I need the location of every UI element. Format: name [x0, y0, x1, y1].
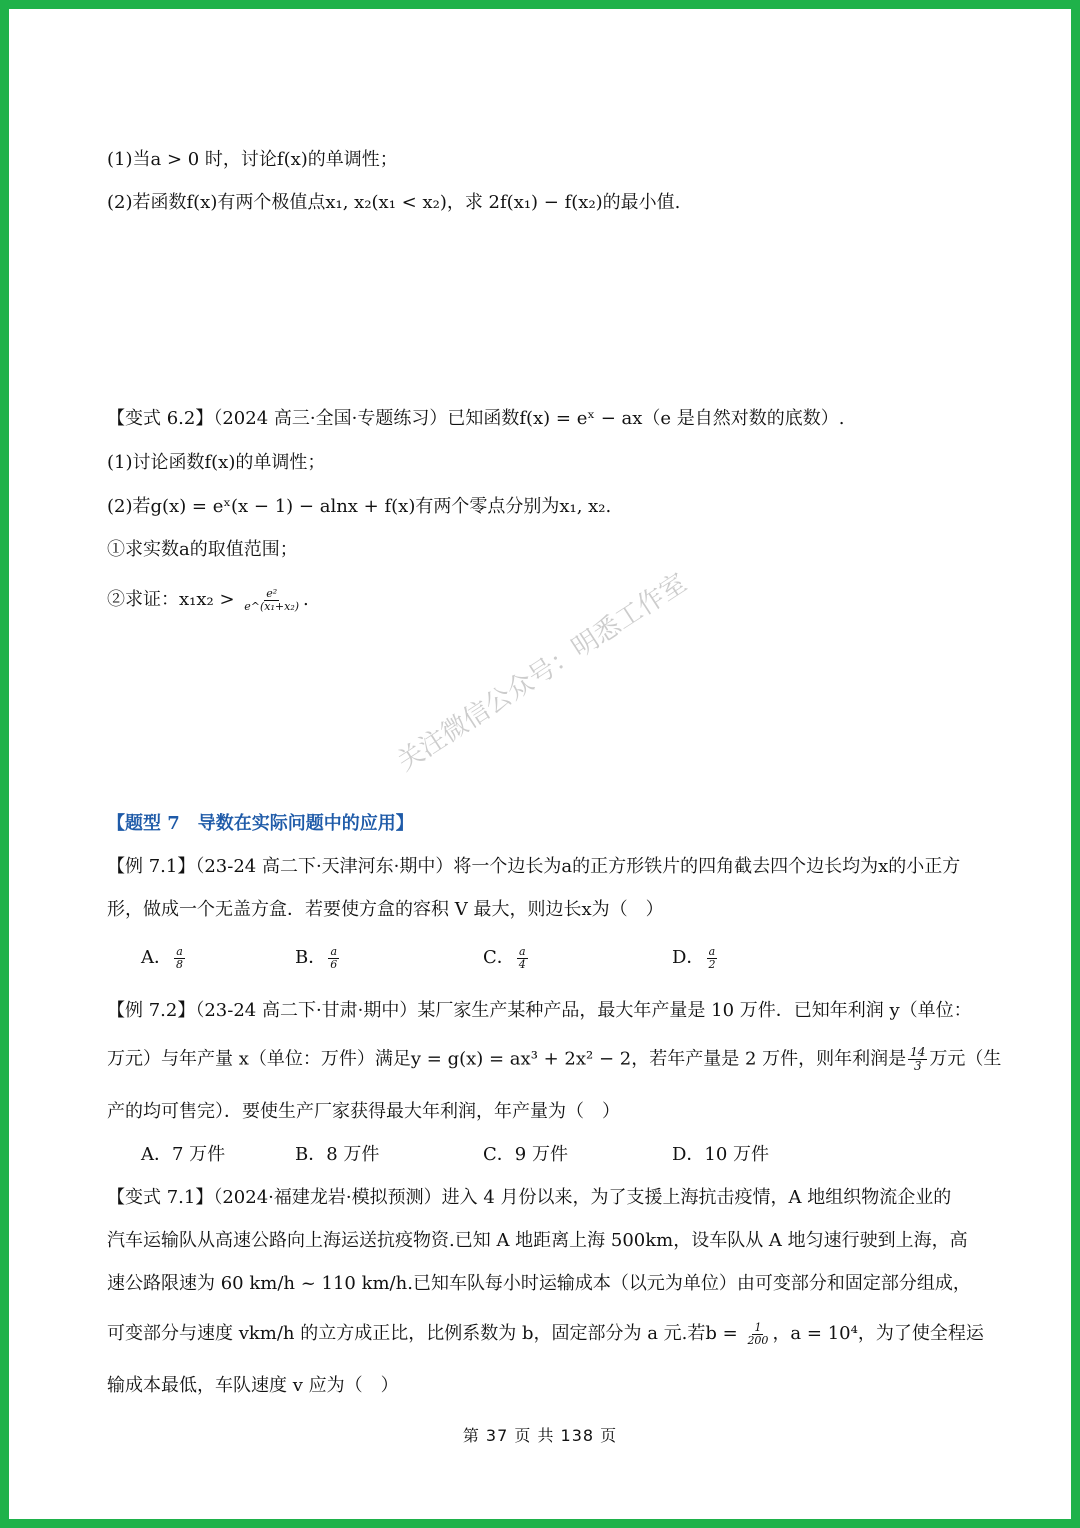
option-fraction — [706, 946, 717, 971]
example-7-2-line-3: 产的均可售完）．要使生产厂家获得最大年利润，年产量为（ ） — [107, 1101, 620, 1122]
example-7-2-line-2 — [107, 1045, 1002, 1073]
example-7-1-option-c — [483, 945, 530, 971]
variant-7-1-line-4 — [107, 1320, 984, 1347]
line-suffix: 万元（生 — [929, 1048, 1002, 1070]
option-numerator: a — [330, 944, 338, 958]
example-7-2-option-b: B．8 万件 — [295, 1144, 380, 1165]
coefficient-fraction — [745, 1322, 770, 1347]
example-7-2-option-d: D．10 万件 — [672, 1144, 770, 1165]
option-numerator: a — [176, 944, 183, 958]
variant-6-2-sub-1: ①求实数a的取值范围； — [107, 539, 298, 560]
example-7-1-line-2: 形，做成一个无盖方盒．若要使方盒的容积 V 最大，则边长x为（ ） — [107, 899, 664, 920]
example-7-2-option-a: A．7 万件 — [141, 1144, 226, 1165]
example-7-2-option-c: C．9 万件 — [483, 1144, 568, 1165]
variant-7-1-line-3: 速公路限速为 60 km/h ~ 110 km/h.已知车队每小时运输成本（以元为单位）由可变部分和固定部分组成， — [107, 1273, 971, 1294]
coefficient-numerator: 1 — [754, 1320, 762, 1334]
section-heading: 【题型 7 导数在实际问题中的应用】 — [107, 813, 414, 834]
example-7-1-option-b — [295, 945, 341, 971]
question-part-2: (2)若函数f(x)有两个极值点x₁, x₂(x₁ < x₂)，求 2f(x₁) − f(x₂)的最小值. — [107, 192, 681, 213]
option-denominator: 8 — [176, 957, 183, 971]
example-7-2-line-1: 【例 7.2】（23-24 高二下·甘肃·期中）某厂家生产某种产品，最大年产量是 10 万件．已知年利润 y（单位： — [107, 1000, 972, 1021]
option-denominator: 2 — [708, 957, 716, 971]
variant-6-2-part-1: (1)讨论函数f(x)的单调性； — [107, 452, 326, 473]
option-denominator: 4 — [518, 957, 526, 971]
variant-7-1-line-5: 输成本最低，车队速度 v 应为（ ） — [107, 1375, 399, 1396]
question-part-1: (1)当a > 0 时，讨论f(x)的单调性； — [107, 149, 398, 170]
line-suffix: ，a = 10⁴，为了使全程运 — [772, 1323, 984, 1344]
proof-fraction — [242, 588, 301, 613]
option-numerator: a — [708, 944, 716, 958]
example-7-1-option-d — [672, 945, 719, 971]
page-footer: 第 37 页 共 138 页 — [462, 1426, 618, 1445]
watermark: 关注微信公众号：明悉工作室 — [392, 567, 693, 778]
option-label: A． — [141, 947, 172, 968]
coefficient-denominator: 200 — [747, 1333, 769, 1347]
profit-denominator: 3 — [913, 1059, 922, 1073]
line-prefix: 万元）与年产量 x（单位：万件）满足y = g(x) = ax³ + 2x² − 2，若年产量是 2 万件，则年利润是 — [107, 1048, 907, 1070]
proof-prefix: ②求证：x₁x₂ > — [107, 589, 241, 610]
proof-fraction-denominator: e^(x₁+x₂) — [244, 599, 300, 613]
proof-suffix: . — [303, 589, 309, 610]
example-7-1-line-1: 【例 7.1】（23-24 高二下·天津河东·期中）将一个边长为a的正方形铁片的四角截去四个边长均为x的小正方 — [107, 856, 961, 877]
example-7-1-option-a — [141, 945, 187, 971]
option-numerator: a — [519, 944, 526, 958]
variant-6-2-part-2: (2)若g(x) = eˣ(x − 1) − alnx + f(x)有两个零点分别为x₁, x₂. — [107, 496, 612, 517]
profit-fraction — [908, 1046, 927, 1073]
proof-fraction-numerator: e² — [266, 586, 278, 600]
option-fraction — [517, 946, 528, 971]
option-denominator: 6 — [330, 957, 338, 971]
variant-6-2-stem: 【变式 6.2】（2024 高三·全国·专题练习）已知函数f(x) = eˣ − ax（e 是自然对数的底数）. — [107, 408, 845, 429]
option-fraction — [174, 946, 185, 971]
profit-numerator: 14 — [910, 1045, 926, 1059]
option-label: B． — [295, 947, 327, 968]
option-label: D． — [672, 947, 705, 968]
variant-7-1-line-2: 汽车运输队从高速公路向上海运送抗疫物资.已知 A 地距离上海 500km，设车队从 A 地匀速行驶到上海，高 — [107, 1230, 968, 1251]
line-prefix: 可变部分与速度 vkm/h 的立方成正比，比例系数为 b，固定部分为 a 元.若b = — [107, 1323, 744, 1344]
option-label: C． — [483, 947, 515, 968]
variant-7-1-line-1: 【变式 7.1】（2024·福建龙岩·模拟预测）进入 4 月份以来，为了支援上海抗击疫情，A 地组织物流企业的 — [107, 1187, 952, 1208]
variant-6-2-sub-2 — [107, 587, 976, 613]
option-fraction — [328, 946, 339, 971]
